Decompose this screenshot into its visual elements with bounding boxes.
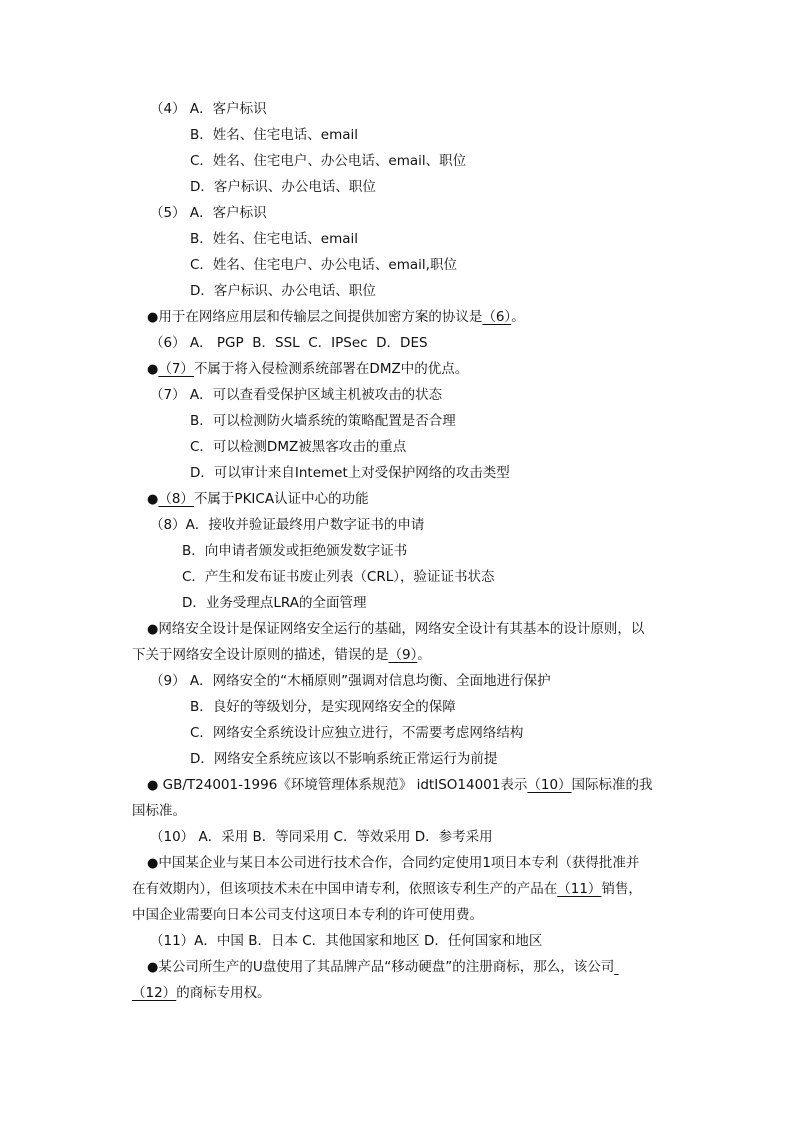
q8-option-b: B．向申请者颁发或拒绝颁发数字证书 xyxy=(182,543,408,559)
q10-stem-end: 国际标准的我 xyxy=(571,777,653,793)
q11-options: （11）A．中国 B．日本 C．其他国家和地区 D．任何国家和地区 xyxy=(150,933,543,949)
q4-option-b: B．姓名、住宅电话、email xyxy=(190,127,358,143)
q5-label: （5） xyxy=(150,205,186,221)
bullet-icon: ● xyxy=(147,960,159,975)
bullet-icon: ● xyxy=(147,622,159,637)
q9-label: （9） xyxy=(150,673,186,689)
q9-stem-text-2: 下关于网络安全设计原则的描述，错误的是 xyxy=(132,647,389,663)
q11-stem-text-2: 在有效期内），但该项技术未在中国申请专利，依照该专利生产的产品在 xyxy=(132,881,558,897)
q9-stem-text: 网络安全设计是保证网络安全运行的基础，网络安全设计有其基本的设计原则，以 xyxy=(158,621,645,637)
q7-option-a xyxy=(150,386,442,404)
q7-option-c: C．可以检测DMZ被黑客攻击的重点 xyxy=(190,439,407,455)
q5-option-a-text: A．客户标识 xyxy=(189,205,267,221)
q6-options: （6） A． PGP B．SSL C．IPSec D．DES xyxy=(150,335,428,351)
q8-stem-text: 不属于PKICA认证中心的功能 xyxy=(193,491,369,507)
q4-option-d: D．客户标识、办公电话、职位 xyxy=(190,179,376,195)
q5-option-a xyxy=(150,204,267,222)
q6-blank: （6） xyxy=(482,309,512,325)
q5-option-b: B．姓名、住宅电话、email xyxy=(190,231,358,247)
q9-stem-end: 。 xyxy=(417,647,431,663)
q4-option-a-text: A．客户标识 xyxy=(189,101,267,117)
bullet-icon: ● xyxy=(147,310,159,325)
q7-stem xyxy=(147,360,468,379)
q9-option-a xyxy=(150,672,551,690)
q11-stem-line1 xyxy=(147,854,639,873)
q12-blank: （12） xyxy=(132,985,177,1001)
q7-option-a-text: A．可以查看受保护区域主机被攻击的状态 xyxy=(189,387,443,403)
q9-option-b: B．良好的等级划分，是实现网络安全的保障 xyxy=(190,699,456,715)
q10-stem-text: GB/T24001-1996《环境管理体系规范》 idtISO14001表示 xyxy=(158,777,528,793)
q11-stem-line3: 中国企业需要向日本公司支付这项日本专利的许可使用费。 xyxy=(132,907,483,923)
bullet-icon: ● xyxy=(147,362,159,377)
q5-option-c: C．姓名、住宅电户、办公电话、email,职位 xyxy=(190,257,457,273)
q7-option-d: D．可以审计来自Intemet上对受保护网络的攻击类型 xyxy=(190,465,510,481)
q10-blank: （10） xyxy=(527,777,572,793)
q8-blank: （8） xyxy=(158,491,194,507)
q10-options: （10） A．采用 B．等同采用 C．等效采用 D．参考采用 xyxy=(150,829,493,845)
q11-blank: （11） xyxy=(557,881,602,897)
q9-option-d: D．网络安全系统应该以不影响系统正常运行为前提 xyxy=(190,751,498,767)
q12-stem-text: 某公司所生产的U盘使用了其品牌产品“移动硬盘”的注册商标，那么，该公司 xyxy=(158,959,615,975)
q10-stem-line1 xyxy=(147,776,653,795)
q10-stem-line2: 国标准。 xyxy=(132,803,186,819)
q7-label: （7） xyxy=(150,387,186,403)
q7-blank: （7） xyxy=(158,361,194,377)
q8-option-d: D．业务受理点LRA的全面管理 xyxy=(182,595,367,611)
q6-stem xyxy=(147,308,525,327)
q9-option-c: C．网络安全系统设计应独立进行，不需要考虑网络结构 xyxy=(190,725,524,741)
q12-stem-end: 的商标专用权。 xyxy=(176,985,271,1001)
bullet-icon: ● xyxy=(147,778,159,793)
q8-option-c: C．产生和发布证书废止列表（CRL），验证证书状态 xyxy=(182,569,495,585)
q7-stem-text: 不属于将入侵检测系统部署在DMZ中的优点。 xyxy=(193,361,469,377)
q12-stem-line2 xyxy=(132,984,271,1002)
q9-stem-line2 xyxy=(132,646,431,664)
q12-blank-lead xyxy=(614,959,618,975)
q12-stem-line1 xyxy=(147,958,619,977)
q4-option-c: C．姓名、住宅电户、办公电话、email、职位 xyxy=(190,153,467,169)
q8-stem xyxy=(147,490,369,509)
bullet-icon: ● xyxy=(147,492,159,507)
q11-stem-text: 中国某企业与某日本公司进行技术合作，合同约定使用1项日本专利（获得批准并 xyxy=(158,855,640,871)
q9-option-a-text: A．网络安全的“木桶原则”强调对信息均衡、全面地进行保护 xyxy=(189,673,551,689)
q5-option-d: D．客户标识、办公电话、职位 xyxy=(190,283,376,299)
q6-stem-end: 。 xyxy=(511,309,525,325)
bullet-icon: ● xyxy=(147,856,159,871)
q8-option-a: （8）A．接收并验证最终用户数字证书的申请 xyxy=(150,517,425,533)
q4-label: （4） xyxy=(150,101,186,117)
q7-option-b: B．可以检测防火墙系统的策略配置是否合理 xyxy=(190,413,456,429)
q9-stem-line1 xyxy=(147,620,644,639)
q6-stem-text: 用于在网络应用层和传输层之间提供加密方案的协议是 xyxy=(158,309,483,325)
q9-blank: （9） xyxy=(388,647,418,663)
q11-stem-end: 销售， xyxy=(601,881,642,897)
q11-stem-line2 xyxy=(132,880,642,898)
q4-option-a xyxy=(150,100,267,118)
